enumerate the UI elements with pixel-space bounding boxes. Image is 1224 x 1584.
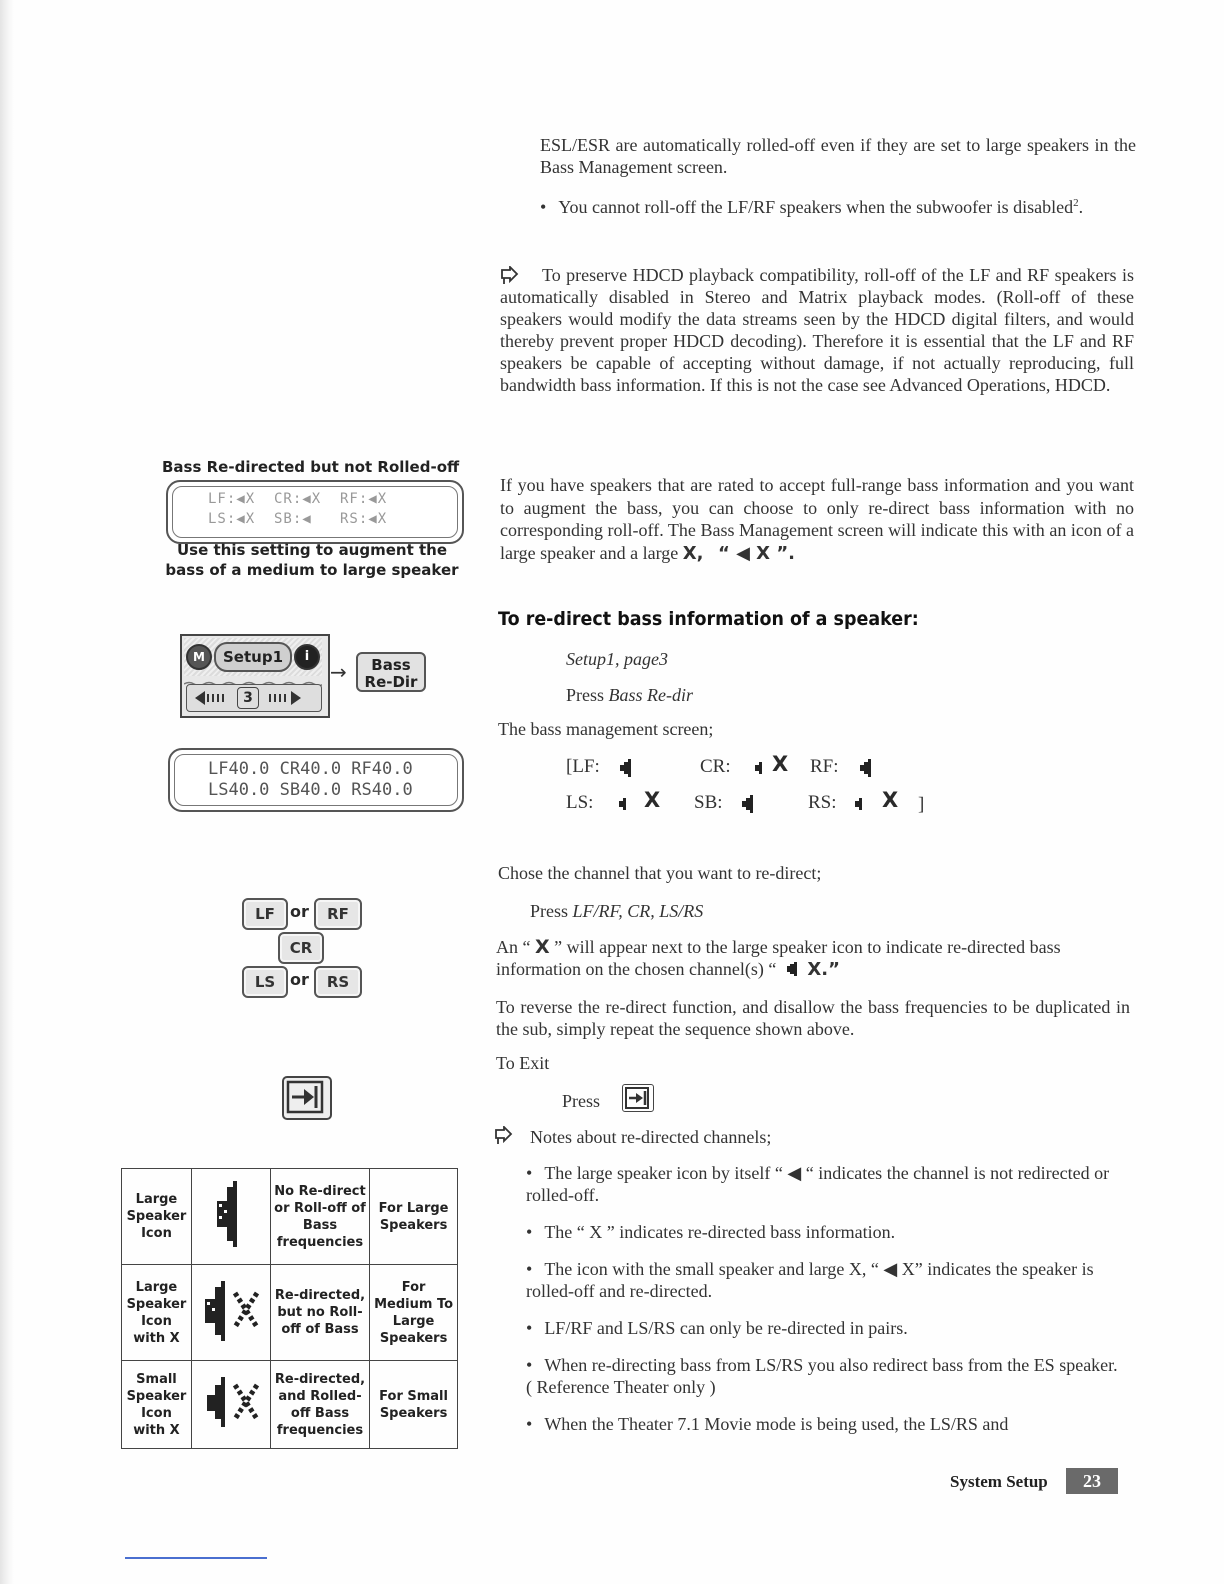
screen-cr-label: CR: xyxy=(700,756,731,777)
caption-sub-line1: Use this setting to augment the xyxy=(177,541,447,559)
footer-section: System Setup xyxy=(950,1472,1048,1491)
list-item xyxy=(526,1258,1126,1302)
para-augment xyxy=(500,474,1134,565)
bass-redir-button[interactable] xyxy=(356,652,426,692)
m-badge-icon[interactable]: M xyxy=(186,644,212,670)
lcd1-line1: LF:◀X CR:◀X RF:◀X xyxy=(208,491,388,507)
press-channels-prefix: Press xyxy=(530,901,569,921)
legend-c1: Large Speaker Icon with X xyxy=(122,1265,192,1361)
table-row xyxy=(122,1265,458,1361)
setup-panel xyxy=(180,634,330,718)
bullet-dot: • xyxy=(540,197,547,217)
list-item xyxy=(526,1413,1126,1435)
list-bullet: • xyxy=(526,1259,533,1279)
legend-c4: For Large Speakers xyxy=(370,1169,458,1265)
para2-quote: “ ◀ X ”. xyxy=(717,542,795,564)
caption-sub xyxy=(162,540,462,580)
small-speaker-icon-rs xyxy=(852,797,864,811)
key-cr[interactable]: CR xyxy=(278,932,324,964)
lcd-display-crossover xyxy=(168,748,464,812)
large-speaker-icon xyxy=(211,1179,251,1249)
lcd-display-redirect xyxy=(166,480,464,544)
legend-c4: For Small Speakers xyxy=(370,1361,458,1449)
legend-c3: No Re-direct or Roll-off of Bass frequencies xyxy=(270,1169,369,1265)
legend-c4: For Medium To Large Speakers xyxy=(370,1265,458,1361)
note-text: When the Theater 7.1 Movie mode is being used, the LS/RS and xyxy=(544,1414,1009,1434)
screen-cr-x: X xyxy=(772,752,789,776)
to-exit: To Exit xyxy=(496,1053,550,1073)
bullet1-text: You cannot roll-off the LF/RF speakers when the subwoofer is disabled xyxy=(558,197,1074,217)
note-hdcd: To preserve HDCD playback compatibility, roll-off of the LF and RF speakers is automatically disabled in Stereo and Matrix playback modes. (Roll-off of these speakers would modify the data streams seen by the HDCD digital filters, and would thereby prevent proper HDCD decoding). Therefore it is essential that the LF and RF speakers be capable of accepting without damage, if not actually reproducing, full bandwidth bass information. If this is not the case see Advanced Operations, HDCD. xyxy=(500,265,1134,395)
table-row xyxy=(122,1169,458,1265)
legend-icon-cell xyxy=(191,1169,270,1265)
small-speaker-icon-cr xyxy=(752,761,764,775)
para2-text: If you have speakers that are rated to accept full-range bass information and you want to augment the bass, you can choose to only re-direct bass information with no corresponding roll-off. The Bass Management screen will indicate this with an icon of a large speaker and a large xyxy=(500,475,1134,563)
step-press-prefix: Press xyxy=(566,685,605,705)
setup1-button[interactable]: Setup1 xyxy=(214,642,292,672)
para-esl-esr: ESL/ESR are automatically rolled-off even if they are set to large speakers in the Bass Management screen. xyxy=(540,135,1136,177)
para-reverse: To reverse the re-direct function, and disallow the bass frequencies to be duplicated in the sub, simply repeat the sequence shown above. xyxy=(496,997,1130,1039)
note-text: The icon with the small speaker and large X, “ ◀ X” indicates the speaker is rolled-off and re-directed. xyxy=(526,1259,1094,1301)
legend-c3: Re-directed, but no Roll-off of Bass xyxy=(270,1265,369,1361)
key-rs[interactable]: RS xyxy=(314,966,362,998)
choose-channel: Chose the channel that you want to re-direct; xyxy=(498,863,822,883)
notes-title: Notes about re-directed channels; xyxy=(530,1127,772,1147)
key-ls[interactable]: LS xyxy=(242,966,288,998)
page-number: 23 xyxy=(1066,1468,1118,1494)
list-item xyxy=(526,1221,1126,1243)
legend-icon-cell xyxy=(191,1361,270,1449)
legend-c1: Small Speaker Icon with X xyxy=(122,1361,192,1449)
info-badge-icon[interactable]: i xyxy=(294,644,320,670)
bass-label-line2: Re-Dir xyxy=(364,673,418,691)
note-text: The “ X ” indicates re-directed bass information. xyxy=(544,1222,896,1242)
page-prev-icon[interactable] xyxy=(193,689,231,707)
table-row xyxy=(122,1361,458,1449)
legend-table xyxy=(121,1168,458,1449)
list-bullet: • xyxy=(526,1222,533,1242)
note-text: The large speaker icon by itself “ ◀ “ indicates the channel is not redirected or rolled-off. xyxy=(526,1163,1110,1205)
caption-sub-line2: bass of a medium to large speaker xyxy=(165,561,459,579)
lcd2-line1: LF40.0 CR40.0 RF40.0 xyxy=(208,759,413,779)
list-bullet: • xyxy=(526,1355,533,1375)
lcd1-line2: LS:◀X SB:◀ RS:◀X xyxy=(208,511,388,527)
speaker-icon-lf xyxy=(618,758,634,778)
list-bullet: • xyxy=(526,1163,533,1183)
bullet1-footnote: 2 xyxy=(1073,197,1079,209)
exit-small-icon[interactable] xyxy=(622,1084,654,1112)
page-nav xyxy=(186,684,322,712)
lcd2-line2: LS40.0 SB40.0 RS40.0 xyxy=(208,780,413,800)
speaker-icon-sb xyxy=(740,794,756,814)
step-setup: Setup1, page3 xyxy=(566,649,668,669)
legend-icon-cell xyxy=(191,1265,270,1361)
press-channels-list: LF/RF, CR, LS/RS xyxy=(572,901,704,921)
inline-speaker-icon xyxy=(785,961,799,977)
para-an-x xyxy=(496,936,1136,981)
screen-close-bracket: ] xyxy=(918,794,925,815)
list-item xyxy=(526,1162,1126,1206)
footnote-rule xyxy=(125,1557,267,1559)
bass-label-line1: Bass xyxy=(371,656,411,674)
large-speaker-x-icon xyxy=(199,1275,263,1345)
screen-label: The bass management screen; xyxy=(498,719,714,739)
screen-sb-label: SB: xyxy=(694,792,723,813)
list-bullet: • xyxy=(526,1318,533,1338)
page-number-box: 3 xyxy=(237,687,259,709)
key-or-1: or xyxy=(290,902,309,921)
press-exit: Press xyxy=(562,1091,601,1111)
list-item xyxy=(526,1317,1126,1339)
speaker-icon-rf xyxy=(858,758,874,778)
press-channels xyxy=(530,900,703,922)
section-heading: To re-direct bass information of a speaker: xyxy=(498,608,919,630)
screen-rs-label: RS: xyxy=(808,792,837,813)
exit-key-icon[interactable] xyxy=(282,1076,332,1120)
list-item xyxy=(526,1354,1126,1398)
screen-ls-x: X xyxy=(644,788,661,812)
bullet1-period: . xyxy=(1078,197,1084,217)
small-speaker-icon-ls xyxy=(616,797,628,811)
caption-title: Bass Re-directed but not Rolled-off xyxy=(162,458,460,476)
screen-rf-label: RF: xyxy=(810,756,839,777)
legend-c3: Re-directed, and Rolled-off Bass frequencies xyxy=(270,1361,369,1449)
page-next-icon[interactable] xyxy=(267,689,309,707)
notes-arrow-icon xyxy=(494,1126,524,1146)
bullet-roll-off xyxy=(540,192,1140,218)
key-rf[interactable]: RF xyxy=(314,898,362,930)
notes-list xyxy=(526,1162,1126,1450)
wave-divider xyxy=(184,674,322,680)
list-bullet: • xyxy=(526,1414,533,1434)
an-x-b: ” will appear next to the large speaker icon to indicate re-directed bass information on the chosen channel(s) “ xyxy=(496,937,1061,979)
step-press xyxy=(566,684,693,706)
note-text: When re-directing bass from LS/RS you also redirect bass from the ES speaker. ( Reference Theater only ) xyxy=(526,1355,1118,1397)
screen-ls-label: LS: xyxy=(566,792,594,813)
step-press-button: Bass Re-dir xyxy=(608,685,694,705)
para2-x: X, xyxy=(682,542,704,564)
screen-lf-label: [LF: xyxy=(566,756,600,777)
key-or-2: or xyxy=(290,970,309,989)
key-lf[interactable]: LF xyxy=(242,898,288,930)
an-x-a: An “ xyxy=(496,937,531,957)
an-x-c: X.” xyxy=(807,959,840,980)
arrow-right-icon: → xyxy=(330,660,347,684)
scan-edge xyxy=(0,0,14,1584)
screen-rs-x: X xyxy=(882,788,899,812)
an-x-x: X xyxy=(535,936,550,958)
small-speaker-x-icon xyxy=(199,1369,263,1435)
note-text: LF/RF and LS/RS can only be re-directed in pairs. xyxy=(544,1318,908,1338)
legend-c1: Large Speaker Icon xyxy=(122,1169,192,1265)
